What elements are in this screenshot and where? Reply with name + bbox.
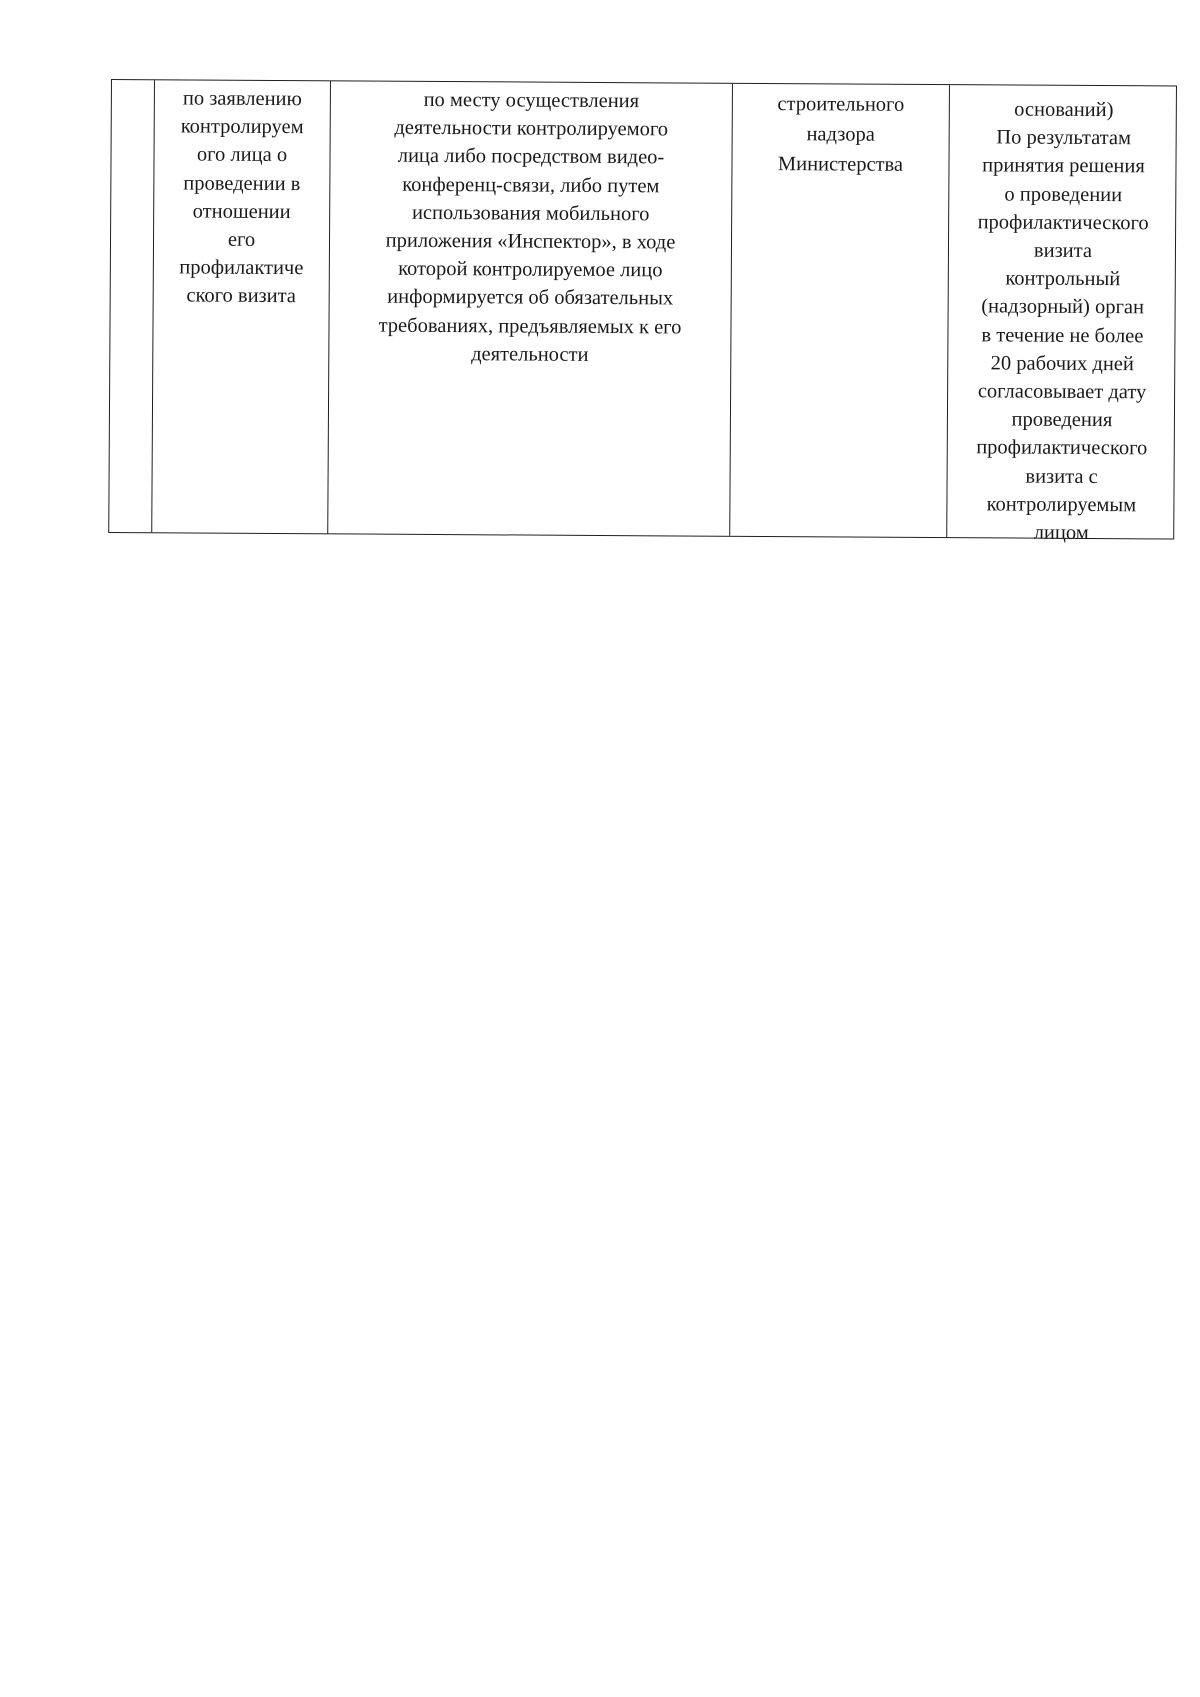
table-cell-terms [947, 85, 1178, 545]
cell-text-line: контролируем [180, 115, 304, 139]
cell-text-line: контролируемым [986, 493, 1137, 517]
cell-text-line: согласовывает дату [977, 380, 1147, 404]
cell-text-line: профилактического [976, 436, 1148, 460]
cell-text-line: лицом [1033, 521, 1089, 545]
cell-text-line: его [227, 228, 256, 251]
cell-text-line: проведении в [183, 172, 301, 195]
cell-text-line: использования мобильного [411, 201, 650, 226]
cell-text-line: профилактического [977, 211, 1149, 235]
cell-text-line: проведения [1011, 408, 1113, 432]
cell-text-line: ого лица о [196, 143, 288, 167]
cell-text-line: деятельности контролируемого [394, 116, 669, 141]
cell-text-line: Министерства [777, 153, 904, 177]
cell-text-line: требованиях, предъявляемых к его [378, 314, 682, 339]
cell-text-line: по заявлению [182, 87, 302, 111]
cell-text-line: конференц-связи, либо путем [402, 173, 660, 197]
cell-text-line: по месту осуществления [423, 88, 640, 113]
cell-text-line: надзора [806, 123, 875, 146]
table-cell-number [109, 80, 155, 532]
cell-text-line: ского визита [186, 284, 297, 308]
cell-text-line: визита [1033, 239, 1093, 263]
cell-text-line: оснований) [1014, 98, 1114, 122]
cell-text-line: в течение не более [981, 323, 1144, 347]
cell-text-line: отношении [192, 200, 291, 223]
cell-text-line: деятельности [471, 343, 589, 366]
cell-text-line: профилактиче [179, 256, 304, 280]
table-cell-responsible [730, 84, 950, 537]
cell-text-line: По результатам [996, 126, 1132, 150]
document-table [108, 79, 1177, 545]
table-cell-description [328, 81, 733, 535]
cell-text-line: строительного [777, 93, 905, 116]
cell-text-line: информируется об обязательных [387, 286, 674, 310]
cell-text-line: лица либо посредством видео- [397, 145, 665, 169]
cell-text-line: визита с [1025, 465, 1098, 488]
cell-text-line: (надзорный) орган [981, 295, 1145, 319]
cell-text-line: 20 рабочих дней [990, 352, 1134, 376]
cell-text-line: приложения «Инспектор», в ходе [385, 229, 676, 254]
table-cell-basis [152, 80, 331, 533]
cell-text-line: о проведении [1004, 183, 1123, 206]
cell-text-line: контрольный [1005, 267, 1121, 291]
cell-text-line: принятия решения [982, 154, 1145, 178]
cell-text-line: которой контролируемое лицо [398, 257, 663, 282]
